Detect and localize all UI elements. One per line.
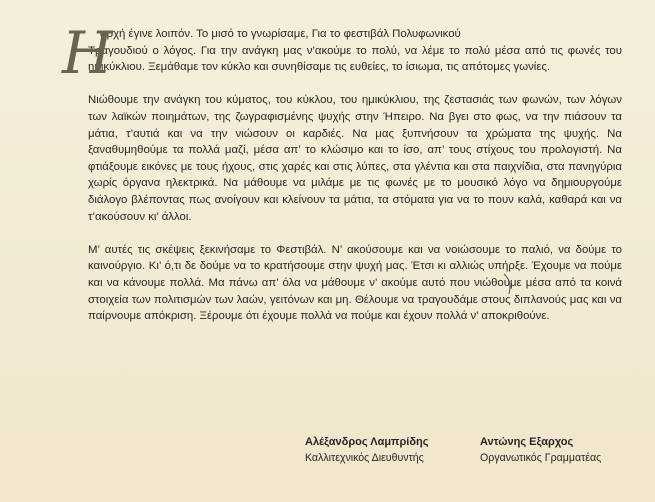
signature-artistic-director [305,434,428,466]
paragraph-2: Νιώθουμε την ανάγκη του κύματος, του κύκλου, του ημικύκλιου, της ζεστασιάς των φωνών, των λόγων των λαϊκών ποιημάτων, της ζωγραφισμένης ψυχής στην Ήπειρο. Να βγει στο φως, να την πιάσουν τα μάτια, τ’αυτιά και να την νιώσουν οι καρδιές. Να μας ξυπνήσουν τα χρώματα της ψυχής. Να ξαναθυμηθούμε τα πολλά μαζί, μέσα απ’ το κλώσιμο και το ίσο, απ’ τους στίχους του προλογιστή. Να φτιάξουμε εικόνες με τους ήχους, στις χαρές και στις λύπες, στα γλέντια και στα παιχνίδια, στα πανηγύρια χωρίς όργανα ηλεκτρικά. Να μάθουμε να μιλάμε με τις φωνές με το μουσικό λόγο να δημιουργούμε διάλογο βλέποντας πως ανοίγουν και κλείνουν τα μάτια, τα στόματα για να το πουν καλά, καθαρά και να τ’ακούσουν κι’ άλλοι. [88,94,622,223]
signature-name: Αλέξανδρος Λαμπρίδης [305,436,429,448]
paragraph-1 [62,19,622,87]
signature-name: Αντώνης Εξαρχος [480,436,574,448]
signature-role: Καλλιτεχνικός Διευθυντής [305,452,424,464]
signature-organizing-secretary [480,434,601,466]
paragraph-1-rest: Τραγουδιού ο λόγος. Για την ανάγκη μας ν’ακούμε το πολύ, να λέμε το πολύ μέσα από τις φωνές του ημικύκλιου. Ξεμάθαμε τον κύκλο και συνηθίσαμε τις ευθείες, το ίσιωμα, τις απότομες γωνίες. [88,44,622,74]
body-text [62,19,622,341]
paragraph-1-first-line: αρχή έγινε λοιπόν. Το μισό το γνωρίσαμε, Για το φεστιβάλ Πολυφωνικού [100,28,461,40]
pen-stroke-mark [502,272,516,296]
paragraph-3: Μ’ αυτές τις σκέψεις ξεκινήσαμε το Φεστιβάλ. Ν’ ακούσουμε και να νοιώσουμε το παλιό, να δούμε το καινούργιο. Κι’ ό,τι δε δούμε να το κρατήσουμε στην ψυχή μας. Έτσι κι αλλιώς υπήρξε. Έχουμε να πούμε και να κάνουμε πολλά. Μα πάνω απ’ όλα να μάθουμε ν’ ακούμε αυτό που νιώθουμε μέσα από τα κοινά στοιχεία των πολιτισμών των λαών, γειτόνων και μη. Θέλουμε να τραγουδάμε στους διπλανούς μας και να παίρνουμε απόκριση. Ξέρουμε ότι έχουμε πολλά να πούμε και έχουν πολλά ν’ αποκριθούνε. [88,243,622,323]
signature-role: Οργανωτικός Γραμματέας [480,452,602,464]
drop-cap: Η [62,19,113,87]
